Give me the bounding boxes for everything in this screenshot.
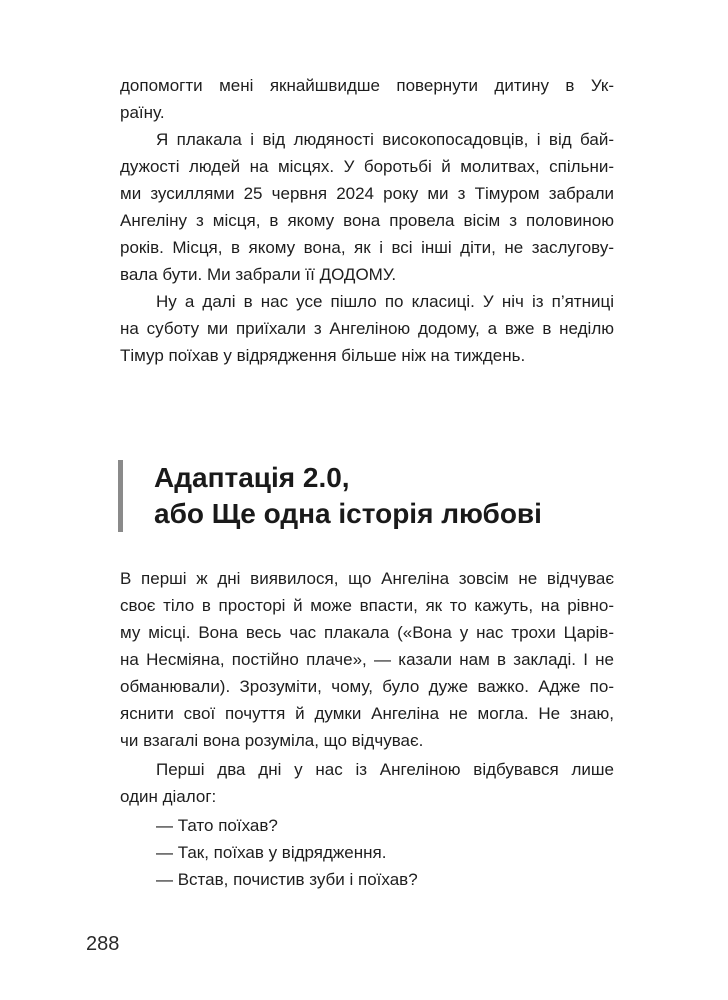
paragraph-4-line-5: обманювали). Зрозуміти, чому, було дуже важко. Адже по- [120,677,614,696]
paragraph-3-line-1: Ну а далі в нас усе пішло по класиці. У ніч із п’ятниці [156,292,614,311]
paragraph-4-line-2: своє тіло в просторі й може впасти, як то кажуть, на рівно- [120,596,614,615]
paragraph-2-line-6: вала бути. Ми забрали її ДОДОМУ. [120,265,397,284]
paragraph-4-line-4: на Несміяна, постійно плаче», — казали нам в закладі. І не [120,650,614,669]
paragraph-2-line-3: ми зусиллями 25 червня 2024 року ми з Тімуром забрали [120,184,614,203]
paragraph-4-line-3: му місці. Вона весь час плакала («Вона у нас трохи Царів- [120,623,614,642]
heading-accent-bar [118,460,123,532]
page-number: 288 [86,933,120,955]
paragraph-4-line-1: В перші ж дні виявилося, що Ангеліна зовсім не відчуває [120,569,614,588]
dialog-line-1: — Тато поїхав? [156,816,278,835]
paragraph-4-line-7: чи взагалі вона розуміла, що відчуває. [120,731,424,750]
paragraph-2-line-4: Ангеліну з місця, в якому вона провела вісім з половиною [120,211,614,230]
paragraph-5-line-2: один діалог: [120,787,217,806]
paragraph-1-line-1: допомогти мені якнайшвидше повернути дитину в Ук- [120,76,614,95]
paragraph-3-line-3: Тімур поїхав у відрядження більше ніж на тиждень. [120,346,526,365]
paragraph-4-line-6: яснити свої почуття й думки Ангеліна не могла. Не знаю, [120,704,614,723]
paragraph-2-line-1: Я плакала і від людяності високопосадовців, і від бай- [156,130,614,149]
section-heading-line-2: або Ще одна історія любові [154,498,542,529]
dialog-line-3: — Встав, почистив зуби і поїхав? [156,870,418,889]
paragraph-5-line-1: Перші два дні у нас із Ангеліною відбувався лише [156,760,614,779]
dialog-line-2: — Так, поїхав у відрядження. [156,843,387,862]
paragraph-3-line-2: на суботу ми приїхали з Ангеліною додому, а вже в неділю [120,319,614,338]
paragraph-2-line-2: дужості людей на місцях. У боротьбі й молитвах, спільни- [120,157,614,176]
paragraph-2-line-5: років. Місця, в якому вона, як і всі інші діти, не заслугову- [120,238,614,257]
paragraph-1-line-2: раїну. [120,103,165,122]
section-heading-line-1: Адаптація 2.0, [154,462,350,493]
